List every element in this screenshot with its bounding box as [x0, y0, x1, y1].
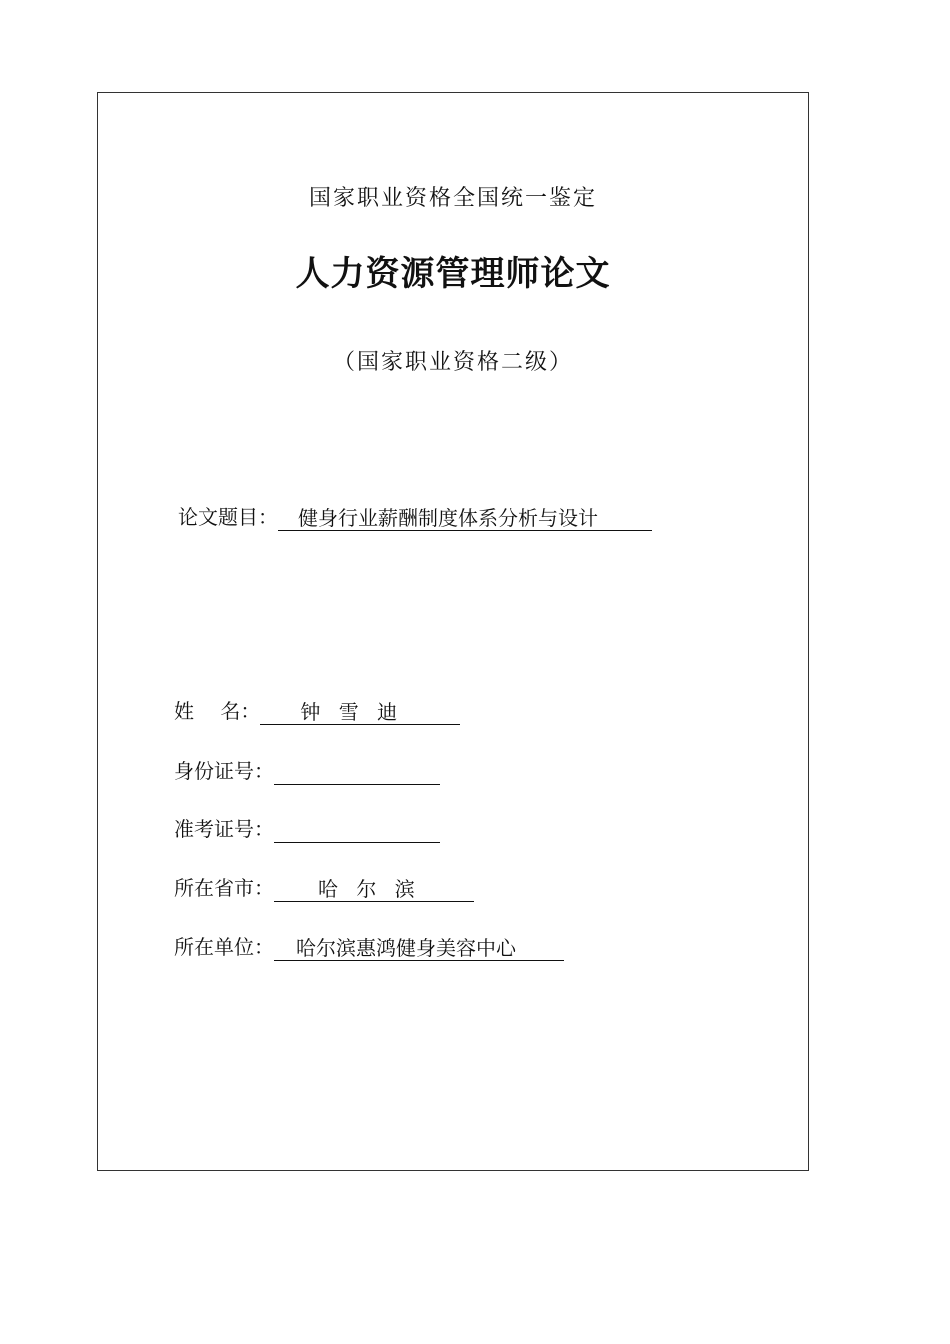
city-field [174, 874, 474, 902]
city-label: 所在省市： [174, 876, 274, 900]
thesis-title: 人力资源管理师论文 [295, 254, 611, 294]
organization-value: 哈尔滨惠鸿健身美容中心 [274, 936, 564, 961]
name-value: 钟 雪 迪 [260, 700, 460, 725]
name-label: 姓 名： [174, 699, 261, 723]
exam-number-field [174, 815, 440, 843]
organization-field [174, 933, 564, 961]
id-number-value [274, 761, 440, 785]
topic-field [178, 503, 652, 531]
city-value: 哈 尔 滨 [274, 877, 474, 902]
topic-label: 论文题目： [178, 505, 278, 529]
id-number-label: 身份证号： [174, 759, 274, 783]
name-field [174, 697, 460, 725]
exam-number-label: 准考证号： [174, 817, 274, 841]
topic-value: 健身行业薪酬制度体系分析与设计 [278, 506, 652, 531]
organization-label: 所在单位： [174, 935, 274, 959]
qualification-level: （国家职业资格二级） [332, 350, 573, 375]
exam-number-value [274, 819, 440, 843]
id-number-field [174, 757, 440, 785]
certification-subtitle: 国家职业资格全国统一鉴定 [308, 186, 597, 211]
